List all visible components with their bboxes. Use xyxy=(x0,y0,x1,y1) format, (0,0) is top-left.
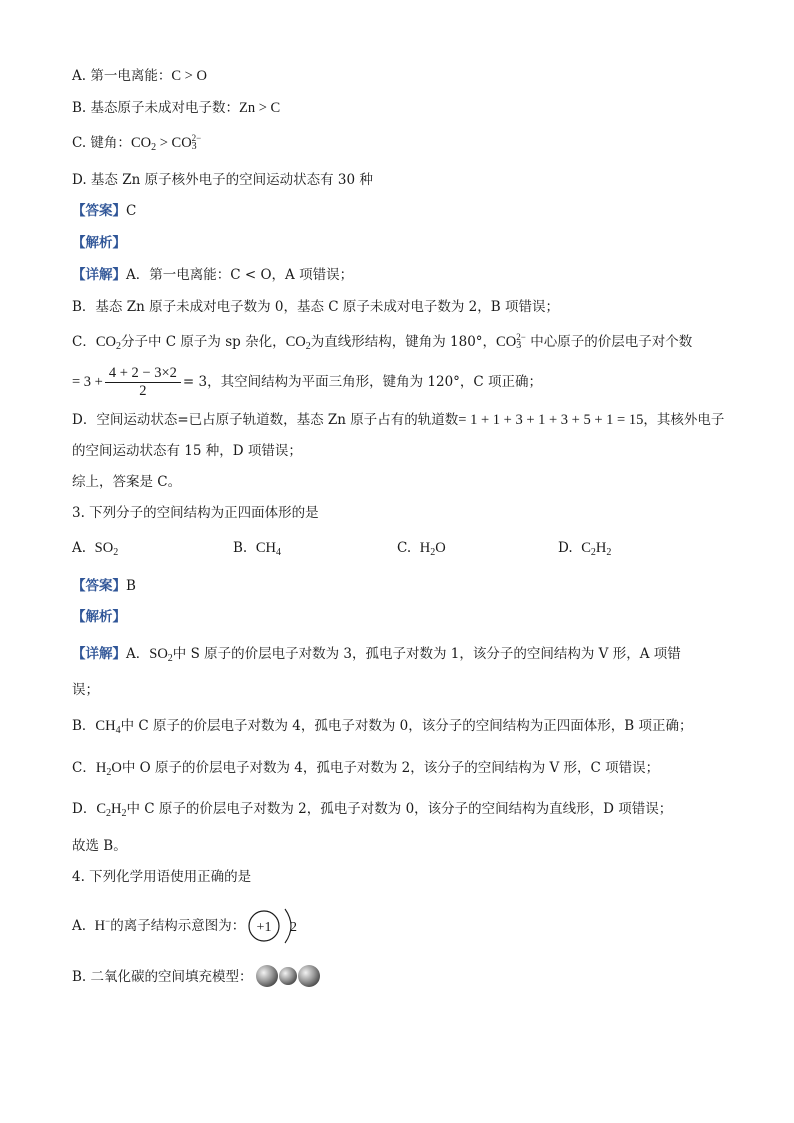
valence-pair-fraction: $\frac{4 + 2 - 3\times 2}{2}$ xyxy=(105,365,181,399)
oxygen-atom-right xyxy=(298,965,320,987)
q3-option-d: D. $C_2H_2$ xyxy=(558,540,612,558)
q3-stem: 3. 下列分子的空间结构为正四面体形的是 xyxy=(72,505,319,521)
q2-option-c: C. 键角：$CO_2$ > CO 2− 3 xyxy=(72,133,206,154)
ion-structure-diagram xyxy=(247,906,305,946)
co2-space-filling-model xyxy=(255,963,325,991)
math-zn-gt-c: Zn > C xyxy=(239,100,281,116)
nucleus-charge: +1 xyxy=(256,920,272,935)
q2-option-b: B. 基态原子未成对电子数：Zn > C xyxy=(72,100,281,116)
q3-detail-a: 【详解】A．$SO_2$中 S 原子的价层电子对数为 3，孤电子对数为 1，该分子的空间结构为 V 形，A 项错 xyxy=(72,646,681,664)
oxygen-atom-left xyxy=(256,965,278,987)
q2-detail-c-formula: = 3 + $\frac{4 + 2 - 3\times 2}{2}$ = 3，其空间结构为平面三角形，键角为 120°，C 项正确； xyxy=(72,365,543,399)
q2-summary: 综上，答案是 C。 xyxy=(72,474,182,490)
q2-option-d: D. 基态 Zn 原子核外电子的空间运动状态有 30 种 xyxy=(72,172,373,188)
q3-detail-b: B．$CH_4$中 C 原子的价层电子对数为 4，孤电子对数为 0，该分子的空间结构为正四面体形，B 项正确； xyxy=(72,718,693,736)
q2-detail-c: C．$CO_2$分子中 C 原子为 sp 杂化，$CO_2$为直线形结构，键角为 180°，CO 2− 3 中心原子的价层电子对个数 xyxy=(72,331,693,352)
q2-detail-d-cont: 的空间运动状态有 15 种，D 项错误； xyxy=(72,443,302,459)
q2-detail-b: B．基态 Zn 原子未成对电子数为 0，基态 C 原子未成对电子数为 2，B 项错误； xyxy=(72,299,559,315)
q2-analysis-label: 【解析】 xyxy=(72,235,126,251)
q3-option-b: B. $CH_4$ xyxy=(233,540,281,558)
q2-option-a: A. 第一电离能：C > O xyxy=(72,68,207,84)
formula-co2: $CO_2$ xyxy=(130,135,157,153)
q2-answer: 【答案】C xyxy=(72,203,137,219)
q4-option-b: B. 二氧化碳的空间填充模型： xyxy=(72,963,325,991)
q3-analysis-label: 【解析】 xyxy=(72,609,126,625)
shell-electron-count: 2 xyxy=(290,920,298,935)
q3-conclusion: 故选 B。 xyxy=(72,838,127,854)
q2-detail-d: D．空间运动状态=已占原子轨道数，基态 Zn 原子占有的轨道数= 1 + 1 + 3 + 1 + 3 + 5 + 1 = 15，其核外电子 xyxy=(72,412,725,428)
math-c-gt-o: C > O xyxy=(171,68,207,84)
q4-option-a: A. H− 的离子结构示意图为： +1 2 xyxy=(72,906,305,946)
q3-detail-a-cont: 误； xyxy=(72,682,99,698)
q3-detail-c: C．$H_2O$中 O 原子的价层电子对数为 4，孤电子对数为 2，该分子的空间结构为 V 形，C 项错误； xyxy=(72,760,660,778)
q3-detail-d: D．$C_2H_2$中 C 原子的价层电子对数为 2，孤电子对数为 0，该分子的空间结构为直线形，D 项错误； xyxy=(72,801,673,819)
q3-answer: 【答案】B xyxy=(72,578,136,594)
formula-h-minus: H− xyxy=(94,916,111,934)
carbon-atom xyxy=(279,967,297,985)
q2-detail-a: 【详解】A．第一电离能：C < O，A 项错误； xyxy=(72,267,354,283)
q4-stem: 4. 下列化学用语使用正确的是 xyxy=(72,869,252,885)
q3-option-c: C. $H_2O$ xyxy=(397,540,446,558)
formula-co3: > CO 2− 3 xyxy=(156,132,202,152)
q3-option-a: A. $SO_2$ xyxy=(72,540,119,558)
